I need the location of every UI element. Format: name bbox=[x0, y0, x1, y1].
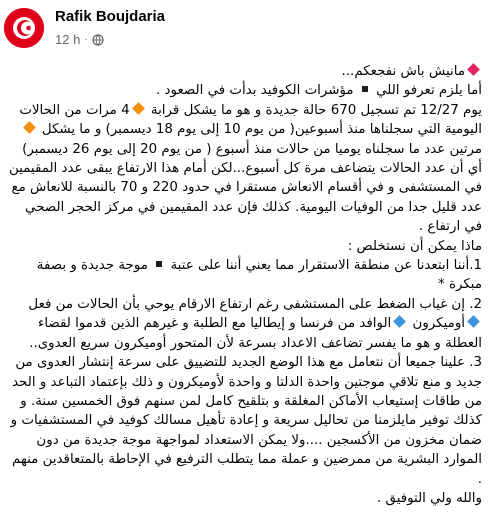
avatar[interactable] bbox=[4, 8, 44, 48]
blue-diamond-icon bbox=[467, 315, 480, 328]
post-paragraph-point-3: 3. علينا جميعا أن نتعامل مع هذا الوضع الجديد للتضييق على سرعة إنتشار العدوى من جديد و منع تلاقي موجتين واحدة الدلتا و واحدة لأوميكرون و ذلك بإعتماد التباعد و الحد من طاقات إستيعاب الأماكن المغلقة و بتلقيح كامل لمن سنهم فوق الخمسين سنة. و كذلك توفير مايلزمنا من تحاليل سريعة و إعادة تأهيل مسالك كوفيد في المستشفيات و ضمان مخزون من الأكسجين ....ولا يمكن الاستعداد لمواجهة موجة جديدة من دون الموارد البشرية من ممرضين و عملة مما يتطلب الترفيع في الإحاطة بالمتعاقدين منهم . bbox=[10, 355, 482, 487]
globe-icon[interactable] bbox=[92, 34, 104, 46]
post-meta bbox=[55, 32, 104, 47]
post-paragraph-point-1: 1.أننا ابتعدنا عن منطقة الاستقرار مما يعني أننا على عتبة موجة جديدة و بصفة مبكرة * bbox=[36, 258, 482, 293]
red-diamond-icon bbox=[467, 63, 480, 76]
black-square-icon bbox=[156, 261, 162, 267]
author-name[interactable]: Rafik Boujdaria bbox=[55, 8, 166, 25]
post-header bbox=[0, 0, 490, 58]
blue-diamond-icon bbox=[393, 315, 406, 328]
post-paragraph-closing: والله ولي التوفيق . bbox=[377, 490, 482, 506]
post-paragraph-indicators: أما يلزم تعرفو اللي مؤشرات الكوفيد بدأت في الصعود . bbox=[156, 83, 482, 99]
post-time[interactable]: 12 h bbox=[55, 32, 81, 47]
meta-separator: · bbox=[84, 34, 88, 45]
black-square-icon bbox=[362, 86, 368, 92]
post-paragraph-point-2: 2. إن غياب الضغط على المستشفى رغم ارتفاع الارقام يوحي بأن الحالات من فعل أوميكرون الوافد من فرنسا و إيطاليا مع الطلبة و غيرهم الذين قدموا لقضاء العطلة و هو ما يفسر تضاعف الاعداد بسرعة لأن المتحور أوميكرون سريع العدوى.. bbox=[28, 296, 482, 351]
orange-diamond-icon bbox=[23, 121, 36, 134]
post-paragraph-intro: مانيش باش نفجعكم... bbox=[8, 62, 482, 81]
post-text bbox=[8, 62, 482, 508]
tunisia-flag-avatar-image bbox=[4, 8, 44, 48]
post-paragraph-conclude: ماذا يمكن أن نستخلص : bbox=[347, 238, 482, 254]
post-paragraph-cases: يوم 12/27 تم تسجيل 670 حالة جديدة و هو ما يشكل قرابة 4 مرات من الحالات اليومية التي سجلناها منذ أسبوعين( من يوم 10 إلى يوم 18 ديسمبر) و ما يشكل مرتين عدد ما سجلناه يوميا من حالات منذ أسبوع ( من يوم 20 إلى يوم 26 ديسمبر) أي أن عدد الحالات يتضاعف مرة كل أسبوع...لكن أمام هذا الارتفاع يبقى عدد المقيمين في المستشفى و في أقسام الانعاش مستقرا في حدود 220 و 70 بالنسبة للانعاش مع عدد قليل جدا من الوفيات اليومية. كذلك فإن عدد المقيمين في مركز الحجر الصحي في ارتفاع . bbox=[8, 102, 482, 235]
orange-diamond-icon bbox=[132, 102, 145, 115]
